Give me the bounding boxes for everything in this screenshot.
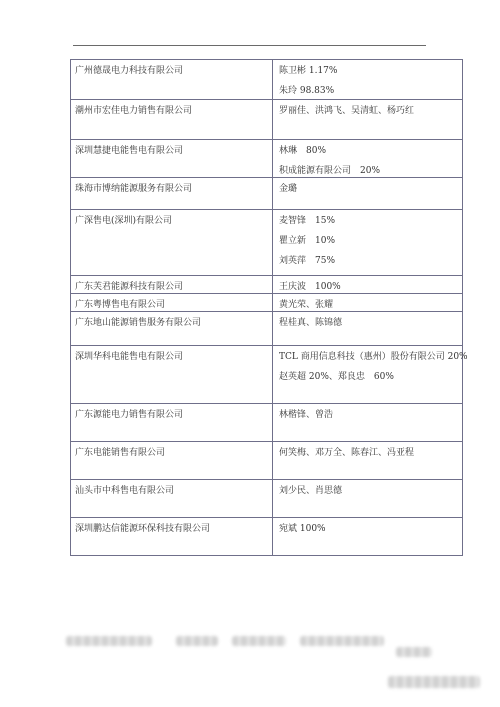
blurred-footer-mark <box>232 636 286 646</box>
shareholder-line: 朱玲 98.83% <box>279 86 335 96</box>
shareholder-line: 陈卫彬 1.17% <box>279 66 338 76</box>
company-name: 深圳慧捷电能售电有限公司 <box>71 140 273 178</box>
shareholder-line: 金璐 <box>279 184 298 194</box>
blurred-watermark <box>388 676 480 688</box>
blurred-footer-mark <box>396 647 432 657</box>
table-row <box>71 210 463 276</box>
shareholders <box>273 210 463 276</box>
table-row <box>71 404 463 442</box>
table-row <box>71 518 463 556</box>
company-name: 汕头市中科售电有限公司 <box>71 480 273 518</box>
shareholder-line: 程桂真、陈锦德 <box>279 318 343 328</box>
shareholder-line: 瞿立新 10% <box>279 236 336 246</box>
shareholder-line: 何笑梅、邓万全、陈春江、冯亚程 <box>279 448 415 458</box>
shareholder-line: 刘少民、肖思德 <box>279 486 343 496</box>
shareholders <box>273 404 463 442</box>
shareholder-line: 赵英超 20%、郑良忠 60% <box>279 372 394 382</box>
shareholders <box>273 294 463 312</box>
shareholder-line: 罗丽佳、洪鸿飞、吴清虹、杨巧红 <box>279 106 415 116</box>
shareholders <box>273 178 463 210</box>
shareholder-line: 王庆波 100% <box>279 282 341 292</box>
table-row <box>71 442 463 480</box>
shareholder-line: 麦智锋 15% <box>279 216 336 226</box>
table-row <box>71 140 463 178</box>
company-name: 广州德晟电力科技有限公司 <box>71 60 273 100</box>
company-name: 广深售电(深圳)有限公司 <box>71 210 273 276</box>
shareholder-table <box>70 59 468 556</box>
table-row <box>71 100 463 140</box>
blurred-footer-mark <box>176 636 218 646</box>
company-name: 深圳鹏达信能源环保科技有限公司 <box>71 518 273 556</box>
shareholder-line: 积成能源有限公司 20% <box>279 166 381 176</box>
blurred-footer-mark <box>66 636 152 646</box>
shareholder-line: 黄光荣、张耀 <box>279 300 334 310</box>
shareholder-line: 林琳 80% <box>279 146 327 156</box>
shareholders <box>273 442 463 480</box>
shareholder-line: 宛斌 100% <box>279 524 326 534</box>
table-row <box>71 294 463 312</box>
shareholders <box>273 60 463 100</box>
company-name: 广东源能电力销售有限公司 <box>71 404 273 442</box>
shareholders <box>273 140 463 178</box>
table-row <box>71 276 463 294</box>
shareholder-line: 刘英萍 75% <box>279 256 336 266</box>
shareholders <box>273 276 463 294</box>
shareholder-line: TCL 商用信息科技（惠州）股份有限公司 20% <box>279 352 468 362</box>
table-row <box>71 312 463 346</box>
company-name: 深圳华科电能售电有限公司 <box>71 346 273 404</box>
company-name: 广东芙君能源科技有限公司 <box>71 276 273 294</box>
header-rule <box>73 45 426 46</box>
shareholder-line: 林楷锋、曾浩 <box>279 410 334 420</box>
table-row <box>71 178 463 210</box>
shareholders <box>273 312 463 346</box>
company-name: 珠海市博纳能源服务有限公司 <box>71 178 273 210</box>
company-name: 广东电能销售有限公司 <box>71 442 273 480</box>
shareholders <box>273 518 463 556</box>
blurred-footer-mark <box>300 636 384 646</box>
shareholders <box>273 100 463 140</box>
table-row <box>71 60 463 100</box>
table-row <box>71 346 463 404</box>
table-body <box>71 60 468 556</box>
table-row <box>71 480 463 518</box>
company-name: 潮州市宏佳电力销售有限公司 <box>71 100 273 140</box>
company-name: 广东粤博售电有限公司 <box>71 294 273 312</box>
company-name: 广东地山能源销售服务有限公司 <box>71 312 273 346</box>
shareholders <box>273 480 463 518</box>
shareholders <box>273 346 468 404</box>
